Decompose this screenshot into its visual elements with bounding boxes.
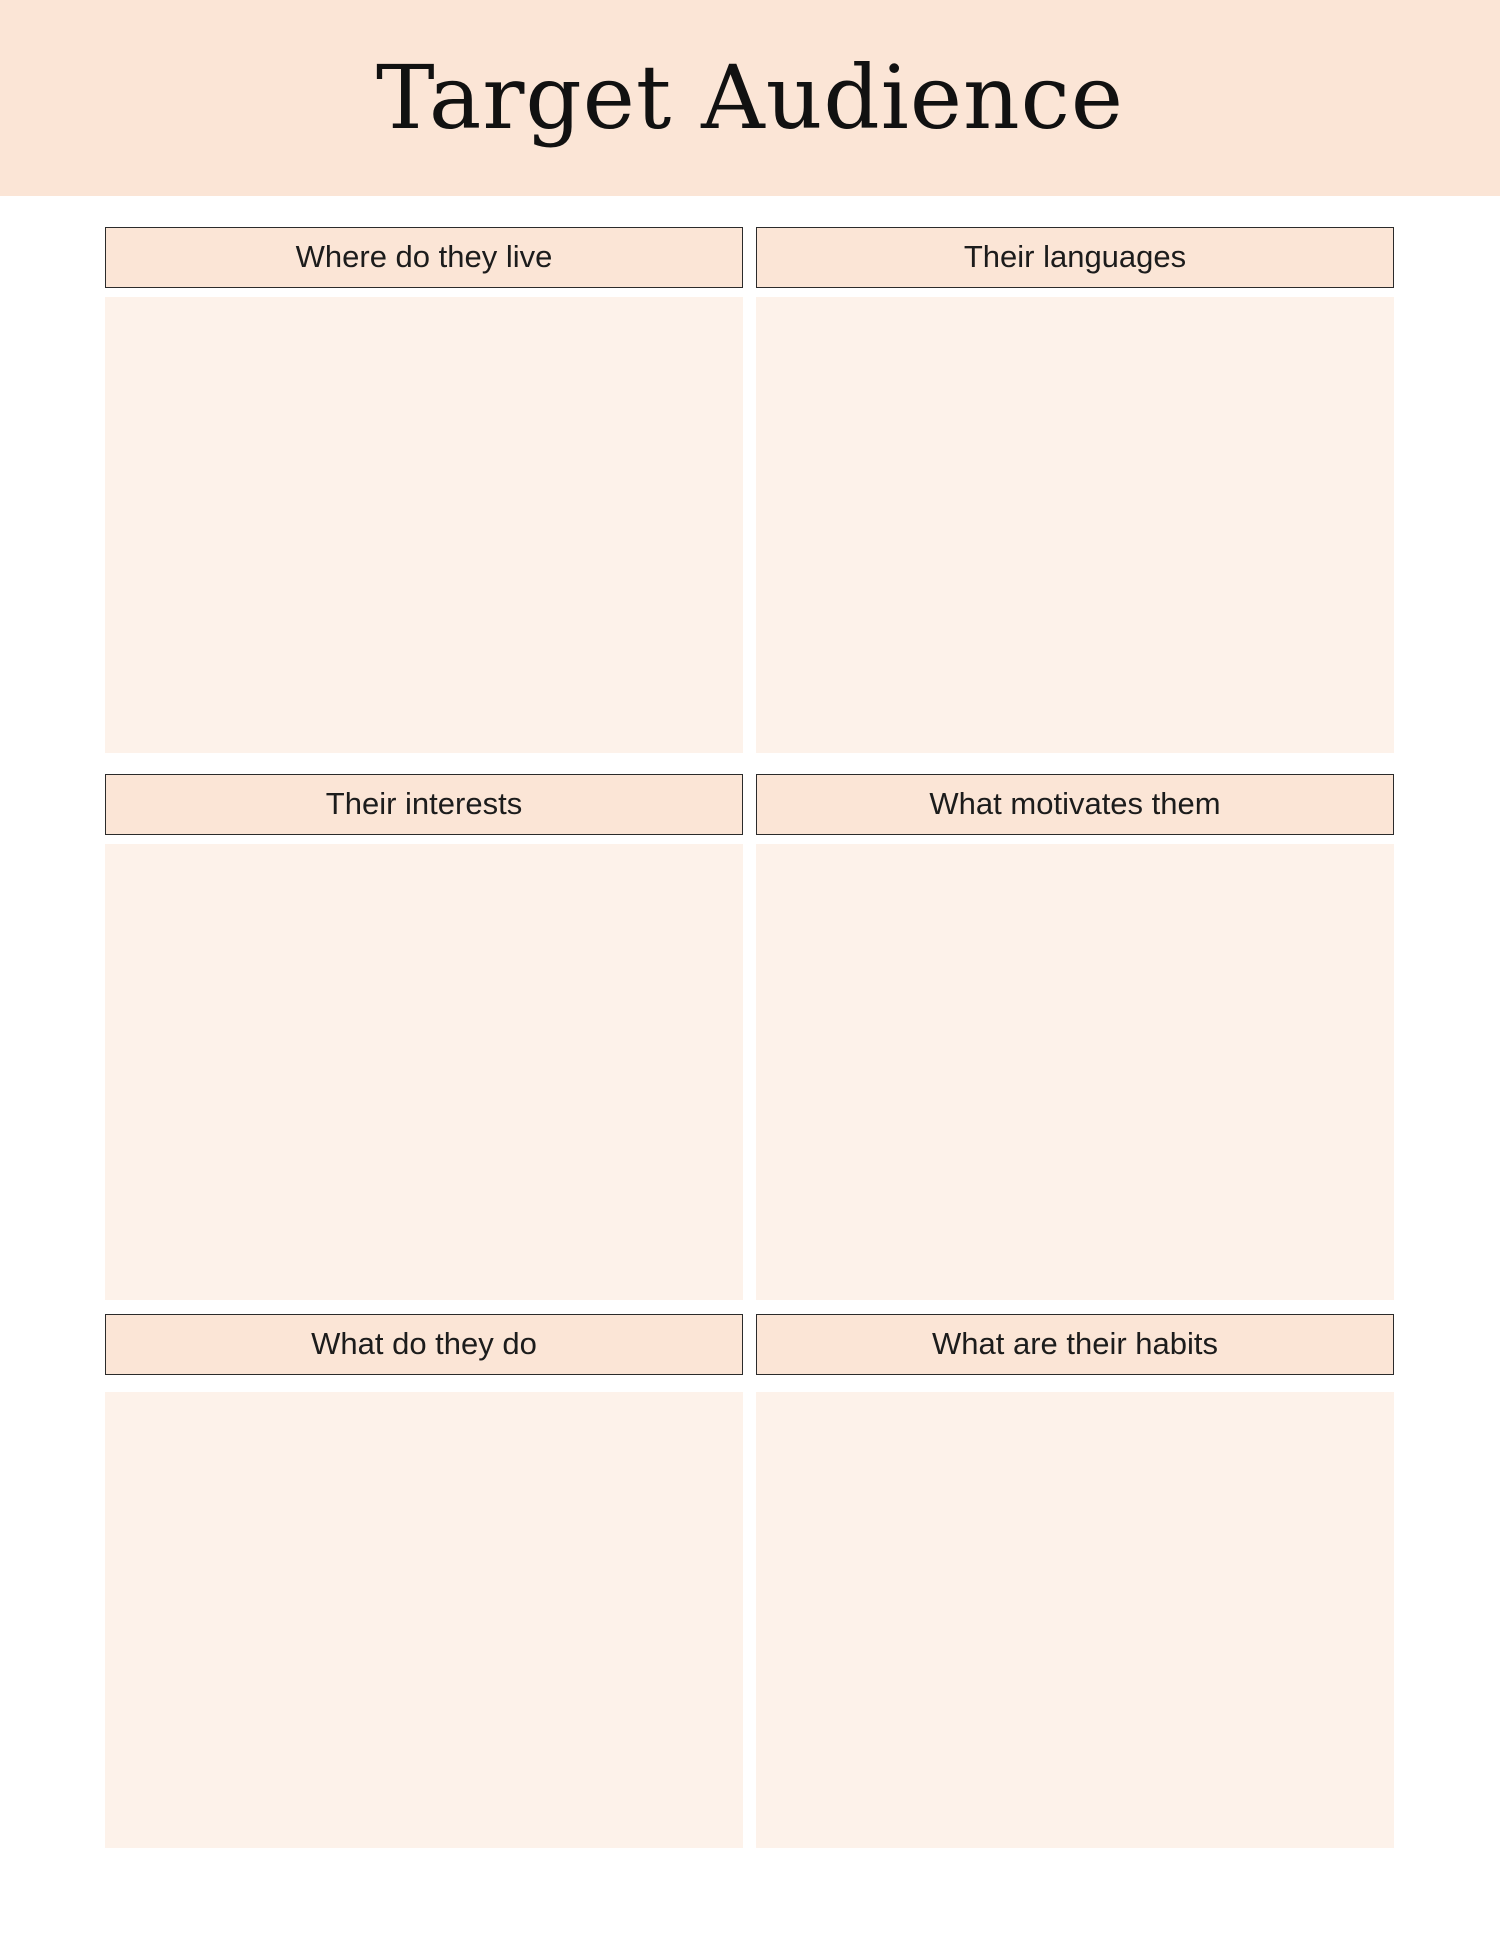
section-body-their-interests[interactable] [105, 844, 743, 1300]
section-header-what-are-their-habits: What are their habits [756, 1314, 1394, 1375]
section-header-where-do-they-live: Where do they live [105, 227, 743, 288]
section-header-what-motivates-them: What motivates them [756, 774, 1394, 835]
section-body-their-languages[interactable] [756, 297, 1394, 753]
section-header-their-interests: Their interests [105, 774, 743, 835]
section-body-what-motivates-them[interactable] [756, 844, 1394, 1300]
section-body-what-are-their-habits[interactable] [756, 1392, 1394, 1848]
section-body-what-do-they-do[interactable] [105, 1392, 743, 1848]
section-header-what-do-they-do: What do they do [105, 1314, 743, 1375]
page-title: Target Audience [376, 46, 1124, 149]
section-body-where-do-they-live[interactable] [105, 297, 743, 753]
section-header-their-languages: Their languages [756, 227, 1394, 288]
